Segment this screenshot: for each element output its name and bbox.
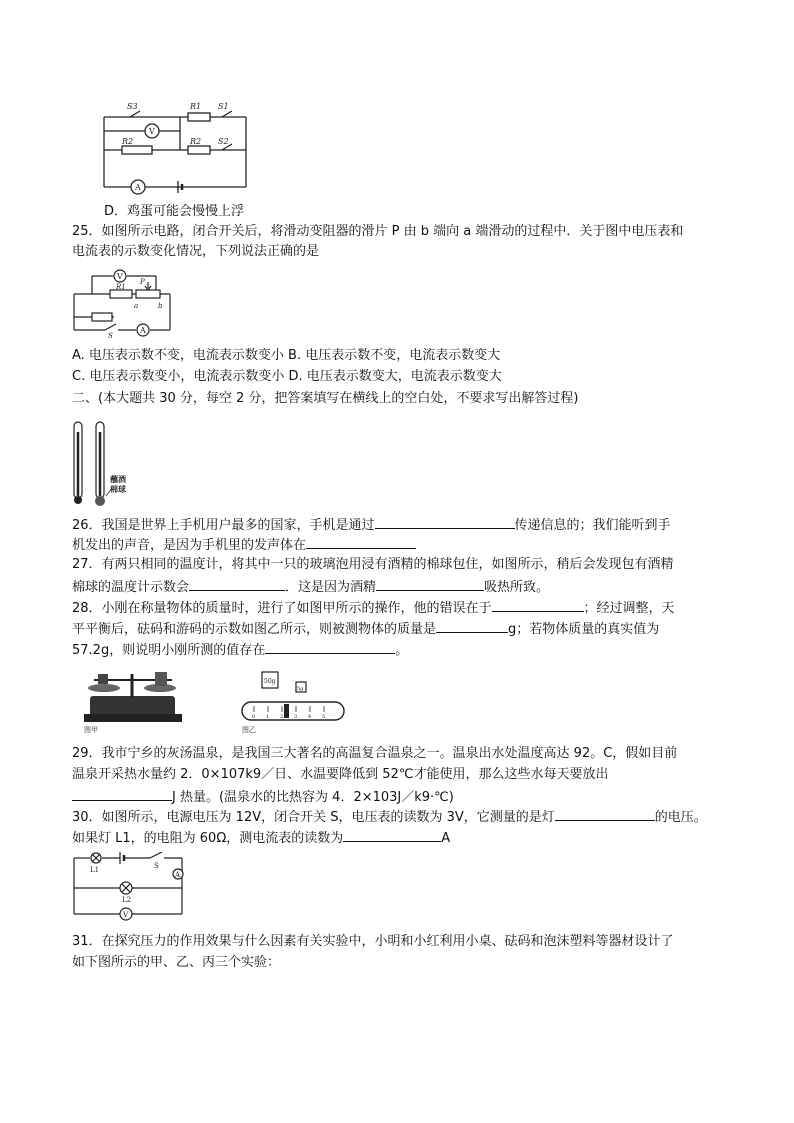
scale-tick: 1: [266, 714, 270, 720]
answer-blank[interactable]: [436, 620, 508, 633]
weight-50g-label: 50g: [264, 678, 276, 685]
section-2-heading: 二、(本大题共 30 分，每空 2 分，把答案填写在横线上的空白处，不要求写出解答过程): [72, 391, 579, 406]
label-p: P: [140, 278, 145, 286]
scale-tick: 0: [252, 714, 256, 720]
answer-blank[interactable]: [492, 599, 584, 612]
q28-line-3: 57.2g，则说明小刚所测的值存在 。: [72, 643, 409, 658]
rider: [284, 704, 289, 718]
label-l1: L1: [90, 866, 100, 874]
thermo-label-2: 棉球: [110, 484, 126, 494]
q28-line-2: 平平衡后，砝码和游码的示数如图乙所示，则被测物体的质量是 g；若物体质量的真实值为: [72, 622, 660, 637]
q30-line-2: 如果灯 L1，的电阻为 60Ω，测电流表的读数为 A: [72, 831, 451, 846]
answer-blank[interactable]: [343, 829, 441, 842]
answer-blank[interactable]: [306, 536, 416, 549]
thermometers-figure: [68, 418, 148, 510]
ammeter-label: A: [135, 183, 141, 192]
label-s: S: [154, 862, 159, 870]
q25-options-line-2: C. 电压表示数变小，电流表示数变小 D. 电压表示数变大，电流表示数变大: [72, 369, 502, 384]
balance-figure-jia: [80, 666, 190, 734]
answer-blank[interactable]: [265, 641, 395, 654]
label-b-end: b: [158, 302, 163, 310]
label-l2: L2: [122, 896, 132, 904]
answer-blank[interactable]: [555, 808, 655, 821]
thermo-label-1: 蘸酒: [110, 474, 126, 484]
q24-option-d: D．鸡蛋可能会慢慢上浮: [104, 204, 245, 219]
circuit-diagram-q30: [70, 852, 190, 922]
scale-tick: 3: [294, 714, 298, 720]
label-s3: S3: [127, 102, 138, 111]
q25-stem-line-2: 电流表的示数变化情况，下列说法正确的是: [72, 244, 320, 259]
scale-tick: 5: [322, 714, 326, 720]
q25-stem-line-1: 25．如图所示电路，闭合开关后，将滑动变阻器的滑片 P 由 b 端向 a 端滑动的过程中．关于图中电压表和: [72, 224, 684, 239]
scale-tick: 4: [308, 714, 312, 720]
label-r2-left: R2: [122, 137, 134, 146]
voltmeter-label: V: [149, 127, 155, 136]
q30-line-1: 30．如图所示，电源电压为 12V，闭合开关 S，电压表的读数为 3V，它测量的是灯 的电压。: [72, 810, 707, 825]
q27-line-2: 棉球的温度计示数会 ．这是因为酒精 吸热所致。: [72, 580, 550, 595]
q29-line-1: 29．我市宁乡的灰汤温泉，是我国三大著名的高温复合温泉之一。温泉出水处温度高达 92。C，假如目前: [72, 746, 678, 761]
q31-line-1: 31．在探究压力的作用效果与什么因素有关实验中，小明和小红利用小桌、砝码和泡沫塑料等器材设计了: [72, 934, 674, 949]
circuit-diagram-q25: [70, 264, 175, 338]
weight-5g-label: 5g: [297, 686, 304, 692]
q29-line-3: J 热量。(温泉水的比热容为 4．2×103J／k9·℃): [72, 788, 454, 806]
label-s: S: [108, 332, 113, 338]
answer-blank[interactable]: [72, 788, 172, 801]
q27-line-1: 27．有两只相同的温度计，将其中一只的玻璃泡用浸有酒精的棉球包住，如图所示，稍后会发现包有酒精: [72, 557, 674, 572]
label-s1: S1: [218, 102, 229, 111]
label-s2: S2: [218, 137, 229, 146]
q31-line-2: 如下图所示的甲、乙、丙三个实验：: [72, 955, 281, 970]
label-r2: R2: [190, 137, 202, 146]
answer-blank[interactable]: [189, 578, 285, 591]
figure-label-jia: 图甲: [84, 726, 98, 734]
answer-blank[interactable]: [376, 578, 484, 591]
figure-label-yi: 图乙: [242, 726, 256, 734]
q28-line-1: 28．小刚在称量物体的质量时，进行了如图甲所示的操作，他的错误在于 ；经过调整，天: [72, 601, 675, 616]
voltmeter-label: V: [117, 272, 123, 281]
ammeter-label: A: [175, 871, 181, 879]
ammeter-label: A: [140, 326, 146, 335]
scale-tick: 2: [280, 714, 284, 720]
q26-line-2: 机发出的声音，是因为手机里的发声体在: [72, 536, 416, 554]
balance-figure-yi: [240, 668, 350, 734]
circuit-diagram-q24: [100, 100, 250, 195]
label-r1: R1: [116, 283, 126, 291]
q29-line-2: 温泉开采热水量约 2．0×107k9／日、水温要降低到 52℃才能使用，那么这些水每天要放出: [72, 767, 609, 782]
voltmeter-label: V: [123, 911, 129, 919]
q25-options-line-1: A. 电压表示数不变，电流表示数变小 B. 电压表示数不变，电流表示数变大: [72, 348, 501, 363]
label-a-end: a: [134, 302, 139, 310]
label-r1: R1: [190, 102, 202, 111]
q26-line-1: 26．我国是世界上手机用户最多的国家，手机是通过 传递信息的；我们能听到手: [72, 518, 671, 533]
answer-blank[interactable]: [375, 516, 515, 529]
